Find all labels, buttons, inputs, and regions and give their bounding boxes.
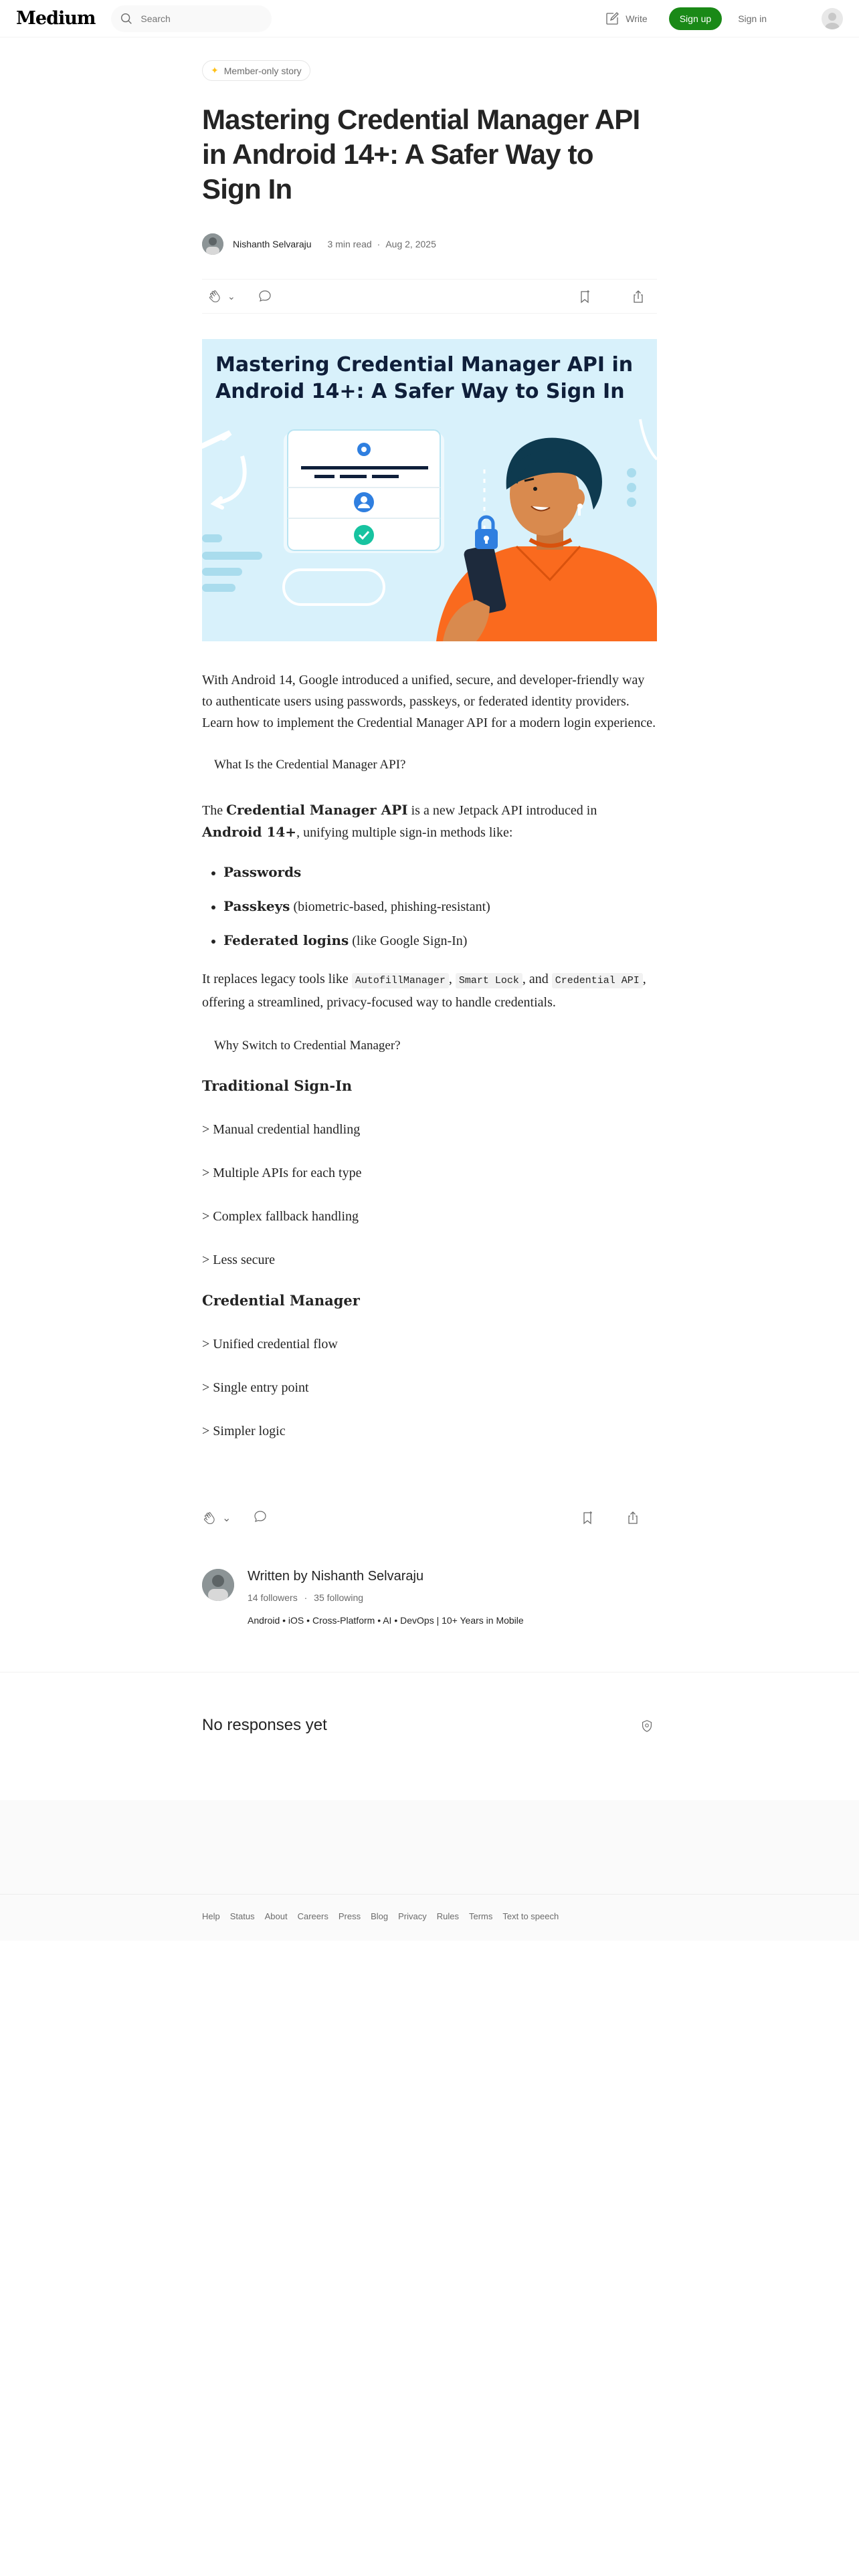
bookmark-icon[interactable]: [577, 289, 593, 305]
star-icon: ✦: [211, 65, 219, 76]
article-right-actions: [577, 280, 646, 314]
hero-title-line-2: Android 14+: A Safer Way to Sign In: [215, 380, 625, 403]
clap-button[interactable]: [207, 288, 235, 304]
footer-link-help[interactable]: Help: [202, 1911, 220, 1921]
following-count[interactable]: 35 following: [314, 1592, 364, 1603]
write-icon: [604, 11, 620, 27]
code-autofillmanager: AutofillManager: [352, 973, 449, 988]
list-item: • Federated logins (like Google Sign-In): [223, 930, 657, 951]
section-divider: [0, 1672, 859, 1673]
search-icon: [119, 11, 134, 26]
publish-date: Aug 2, 2025: [385, 239, 436, 249]
clap-icon: [207, 288, 223, 304]
bottom-responses-button[interactable]: [252, 1509, 268, 1528]
author-card-avatar[interactable]: [202, 1569, 234, 1601]
article-action-bar: [202, 279, 657, 314]
traditional-item: > Complex fallback handling: [202, 1209, 359, 1224]
byline: [202, 229, 657, 259]
comment-icon: [252, 1509, 268, 1525]
comment-icon: [257, 288, 273, 304]
hero-illustration: [202, 339, 657, 641]
clap-dropdown-chevron[interactable]: ⌄: [222, 1513, 231, 1524]
user-avatar[interactable]: [822, 8, 843, 29]
footer-divider: [0, 1894, 859, 1895]
traditional-item: > Manual credential handling: [202, 1122, 361, 1137]
author-photo-icon: [202, 1569, 234, 1601]
clap-dropdown-chevron[interactable]: ⌄: [227, 290, 235, 302]
subhead-why-switch: Why Switch to Credential Manager?: [214, 1039, 401, 1053]
author-card-info: [248, 1569, 524, 1626]
footer-link-privacy[interactable]: Privacy: [398, 1911, 427, 1921]
list-item: • Passwords: [223, 862, 657, 883]
sign-in-link[interactable]: Sign in: [738, 13, 767, 24]
responses-section: [202, 1716, 657, 1736]
separator-dot: ·: [304, 1592, 308, 1603]
written-by[interactable]: Written by Nishanth Selvaraju: [248, 1569, 424, 1584]
credman-item: > Single entry point: [202, 1380, 309, 1395]
bottom-action-bar: [202, 1505, 657, 1531]
top-right-actions: [604, 0, 843, 37]
medium-logo[interactable]: Medium: [16, 8, 96, 29]
write-link[interactable]: [604, 11, 647, 27]
code-smart-lock: Smart Lock: [456, 973, 522, 988]
read-time: 3 min read: [327, 239, 372, 249]
traditional-item: > Less secure: [202, 1253, 276, 1267]
footer-link-careers[interactable]: Careers: [297, 1911, 328, 1921]
heading-credential-manager: Credential Manager: [202, 1292, 360, 1309]
bottom-right-actions: [579, 1510, 641, 1526]
credential-manager-api-bold: Credential Manager API: [226, 802, 408, 818]
footer-link-status[interactable]: Status: [229, 1911, 255, 1921]
code-credential-api: Credential API: [552, 973, 643, 988]
share-icon[interactable]: [625, 1510, 641, 1526]
footer-link-about[interactable]: About: [264, 1911, 288, 1921]
separator-dot: ·: [377, 239, 381, 249]
member-only-badge: [202, 60, 310, 81]
replaces-paragraph: It replaces legacy tools like AutofillManager , Smart Lock , and Credential API , offering a streamlined, privacy-focused way to handle credentials.: [202, 972, 646, 1010]
responses-button[interactable]: [257, 288, 273, 304]
footer-link-rules[interactable]: Rules: [436, 1911, 459, 1921]
avatar-placeholder-icon: [822, 8, 843, 29]
share-icon[interactable]: [630, 289, 646, 305]
bookmark-icon[interactable]: [579, 1510, 595, 1526]
search-box[interactable]: [111, 5, 272, 32]
author-photo-icon: [202, 233, 223, 255]
top-navigation-bar: [0, 0, 859, 37]
footer-link-text-to-speech[interactable]: Text to speech: [502, 1911, 559, 1921]
author-bio: Android • iOS • Cross-Platform • AI • DevOps | 10+ Years in Mobile: [248, 1615, 524, 1626]
bottom-clap-button[interactable]: [202, 1510, 231, 1526]
no-responses-label: No responses yet: [202, 1716, 327, 1734]
member-only-label: Member-only story: [223, 65, 302, 76]
clap-icon: [202, 1510, 218, 1526]
heading-traditional-sign-in: Traditional Sign-In: [202, 1077, 353, 1094]
search-input[interactable]: [140, 13, 261, 24]
sign-up-button[interactable]: Sign up: [669, 7, 722, 30]
footer-link-terms[interactable]: Terms: [468, 1911, 493, 1921]
footer-link-press[interactable]: Press: [338, 1911, 361, 1921]
credman-item: > Simpler logic: [202, 1424, 286, 1438]
shield-icon[interactable]: [640, 1719, 654, 1733]
footer-links: [202, 1911, 569, 1921]
android-14-bold: Android 14+: [202, 824, 297, 840]
hero-title-line-1: Mastering Credential Manager API in: [215, 353, 634, 377]
article-title: Mastering Credential Manager API in Android 14+: A Safer Way to Sign In: [202, 104, 640, 205]
author-name[interactable]: Nishanth Selvaraju: [233, 239, 312, 249]
credman-item: > Unified credential flow: [202, 1337, 338, 1352]
sign-in-methods-list: [202, 862, 657, 951]
intro-paragraph: With Android 14, Google introduced a unified, secure, and developer-friendly way to authenticate users using passwords, passkeys, or federated identity providers. Learn how to implement the Credential Manager API for a modern login experience.: [202, 673, 656, 730]
subhead-what-is: What Is the Credential Manager API?: [214, 758, 406, 772]
traditional-item: > Multiple APIs for each type: [202, 1166, 362, 1180]
article: [202, 37, 657, 1439]
list-item: • Passkeys (biometric-based, phishing-resistant): [223, 896, 657, 917]
followers-count[interactable]: 14 followers: [248, 1592, 298, 1603]
definition-paragraph: The Credential Manager API is a new Jetpack API introduced in Android 14+, unifying multiple sign-in methods like:: [202, 802, 597, 840]
author-avatar[interactable]: [202, 233, 223, 255]
follow-counts: [248, 1592, 524, 1603]
footer-link-blog[interactable]: Blog: [371, 1911, 389, 1921]
write-label: Write: [626, 13, 648, 24]
